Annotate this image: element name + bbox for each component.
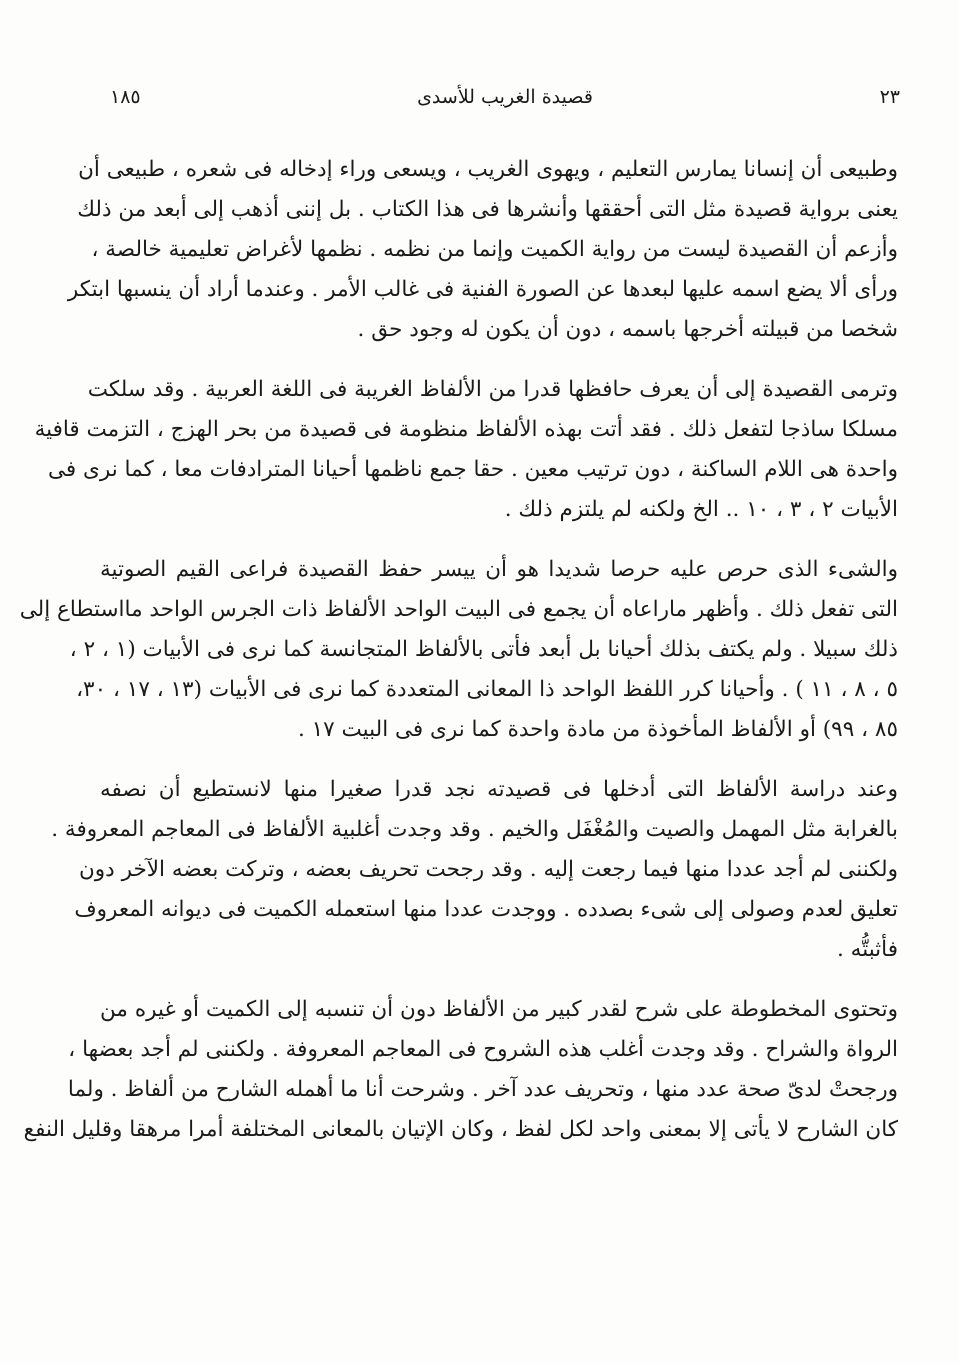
folio-number: ٢٣ <box>879 86 900 108</box>
text-line: وأزعم أن القصيدة ليست من رواية الكميت وإنما من نظمه . نظمها لأغراض تعليمية خالصة ، <box>91 237 898 262</box>
text-line: ولكننى لم أجد عددا منها فيما رجعت إليه . وقد رجحت تحريف بعضه ، وتركت بعضه الآخر دون <box>79 857 898 882</box>
paragraph <box>51 770 898 970</box>
text-line: ورأى ألا يضع اسمه عليها لبعدها عن الصورة الفنية فى غالب الأمر . وعندما أراد أن ينسبها ابتكر <box>67 277 898 302</box>
text-line: وتحتوى المخطوطة على شرح لقدر كبير من الألفاظ دون أن تنسبه إلى الكميت أو غيره من <box>100 997 898 1022</box>
text-line: ذلك سبيلا . ولم يكتف بذلك أحيانا بل أبعد فأتى بالألفاظ المتجانسة كما نرى فى الأبيات (١ ، ٢ ، <box>69 637 898 662</box>
paragraph <box>19 550 899 750</box>
paragraph <box>67 150 898 350</box>
text-line: التى تفعل ذلك . وأظهر ماراعاه أن يجمع فى البيت الواحد الألفاظ ذات الجرس الواحد مااستطاع إلى <box>19 597 898 622</box>
text-line: ٨٥ ، ٩٩) أو الألفاظ المأخوذة من مادة واحدة كما نرى فى البيت ١٧ . <box>297 717 898 742</box>
text-line: شخصا من قبيلته أخرجها باسمه ، دون أن يكون له وجود حق . <box>357 317 898 342</box>
text-line: ٥ ، ٨ ، ١١ ) . وأحيانا كرر اللفظ الواحد ذا المعانى المتعددة كما نرى فى الأبيات (١٣ ، ١٧ ، ٣٠، <box>76 677 898 702</box>
text-line: تعليق لعدم وصولى إلى شىء بصدده . ووجدت عددا منها استعمله الكميت فى ديوانه المعروف <box>74 897 898 922</box>
text-line: والشىء الذى حرص عليه حرصا شديدا هو أن ييسر حفظ القصيدة فراعى القيم الصوتية <box>100 557 899 582</box>
paragraph <box>23 990 898 1150</box>
text-line: وعند دراسة الألفاظ التى أدخلها فى قصيدته نجد قدرا صغيرا منها لانستطيع أن نصفه <box>100 777 898 802</box>
text-line: الأبيات ٢ ، ٣ ، ١٠ .. الخ ولكنه لم يلتزم ذلك . <box>504 497 898 522</box>
running-header <box>110 86 900 116</box>
text-line: الرواة والشراح . وقد وجدت أغلب هذه الشروح فى المعاجم المعروفة . ولكننى لم أجد بعضها ، <box>68 1037 898 1062</box>
text-line: كان الشارح لا يأتى إلا بمعنى واحد لكل لفظ ، وكان الإتيان بالمعانى المختلفة أمرا مرهقا وقليل النفع <box>23 1117 898 1142</box>
text-line: وطبيعى أن إنسانا يمارس التعليم ، ويهوى الغريب ، ويسعى وراء إدخاله فى شعره ، طبيعى أن <box>78 157 898 182</box>
text-line: وترمى القصيدة إلى أن يعرف حافظها قدرا من الألفاظ الغريبة فى اللغة العربية . وقد سلكت <box>87 377 898 402</box>
text-line: فأثبتُّه . <box>837 937 898 962</box>
running-title: قصيدة الغريب للأسدى <box>417 86 593 108</box>
text-line: ورجحتْ لدىّ صحة عدد منها ، وتحريف عدد آخر . وشرحت أنا ما أهمله الشارح من ألفاظ . ولما <box>67 1077 898 1102</box>
text-line: مسلكا ساذجا لتفعل ذلك . فقد أتت بهذه الألفاظ منظومة فى قصيدة من بحر الهزج ، التزمت قافية <box>34 417 898 442</box>
text-line: واحدة هى اللام الساكنة ، دون ترتيب معين . حقا جمع ناظمها أحيانا المترادفات معا ، كما نرى فى <box>48 457 898 482</box>
body-text <box>19 150 899 1150</box>
page-number: ١٨٥ <box>110 86 141 108</box>
text-line: يعنى برواية قصيدة مثل التى أحققها وأنشرها فى هذا الكتاب . بل إننى أذهب إلى أبعد من ذلك <box>77 197 898 222</box>
text-line: بالغرابة مثل المهمل والصيت والمُغْفَل والخيم . وقد وجدت أغلبية الألفاظ فى المعاجم المعروفة . <box>51 817 898 842</box>
paragraph <box>34 370 898 530</box>
